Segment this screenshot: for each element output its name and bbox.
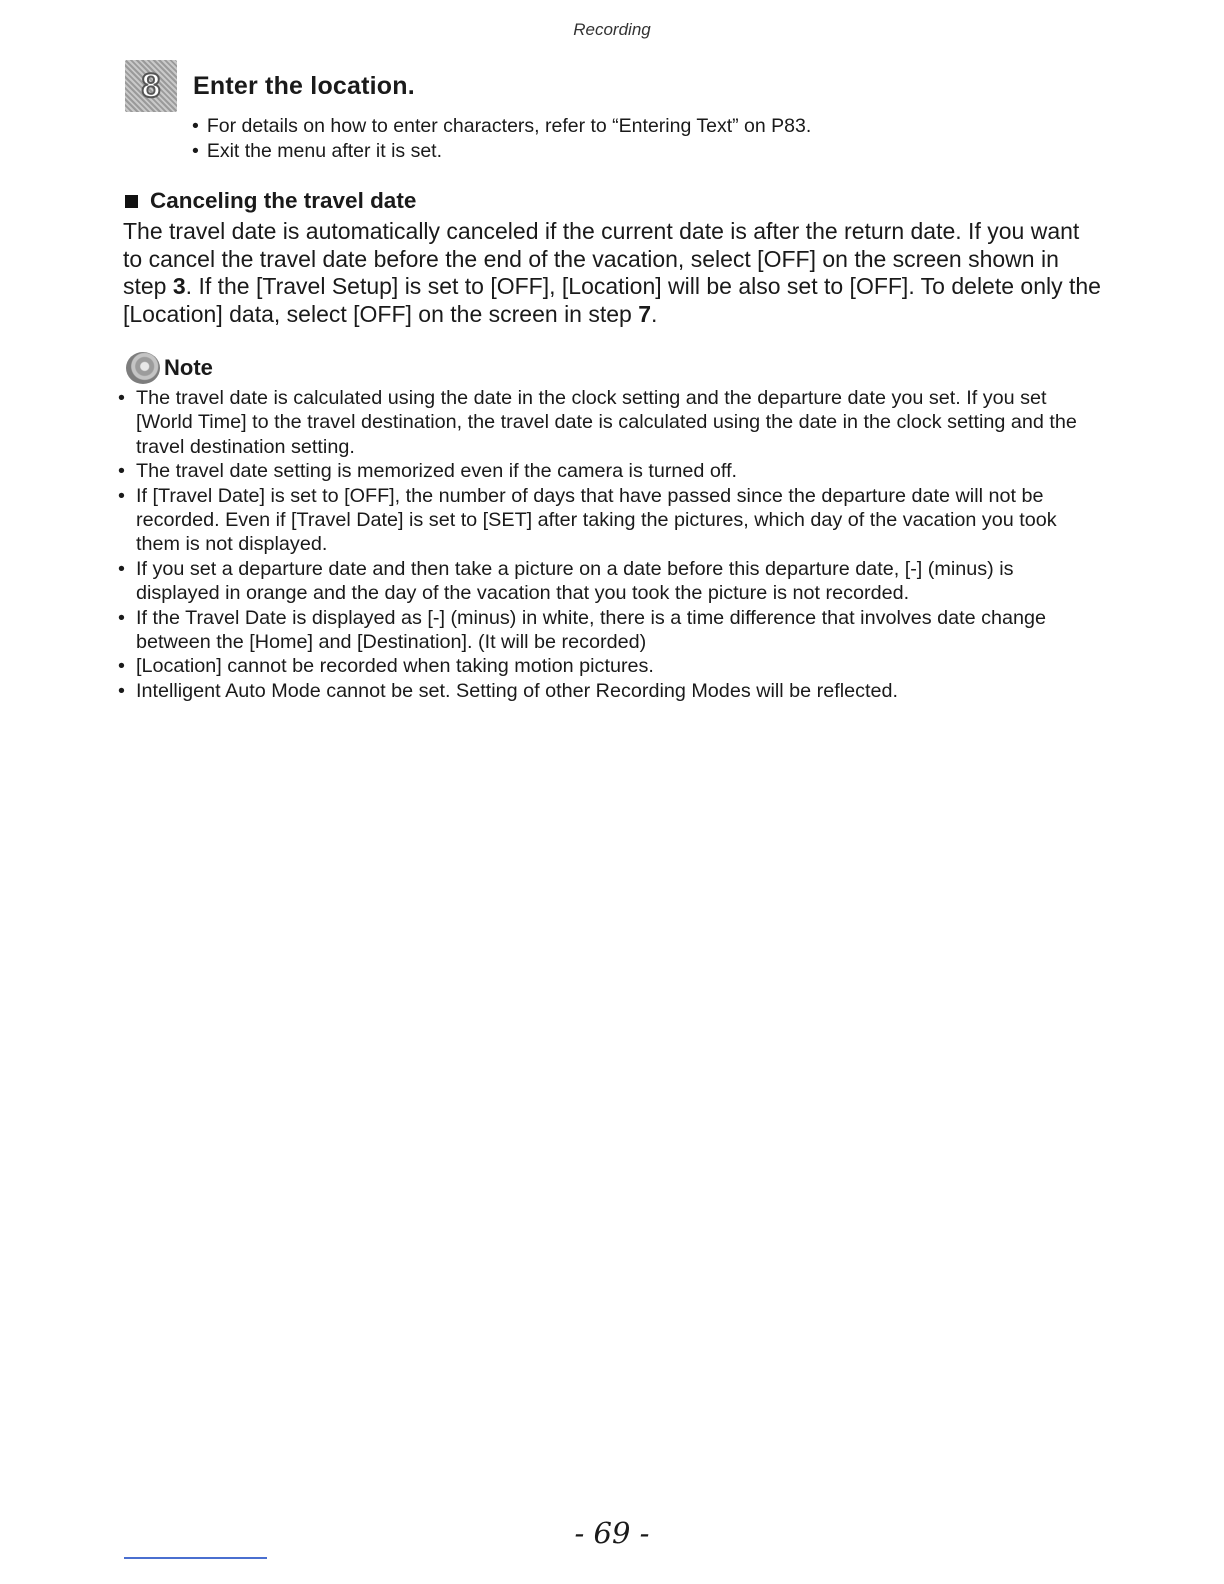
- step-bullets: [192, 114, 811, 164]
- note-item: • [Location] cannot be recorded when taking motion pictures.: [117, 654, 1097, 678]
- note-heading: [126, 352, 213, 384]
- black-square-icon: [125, 195, 138, 208]
- note-item: • The travel date is calculated using the date in the clock setting and the departure date you set. If you set [World Time] to the travel destination, the travel date is calculated using the date in the clock setting and the travel destination setting.: [117, 386, 1097, 459]
- note-item: • Intelligent Auto Mode cannot be set. Setting of other Recording Modes will be reflected.: [117, 679, 1097, 703]
- step-reference: 7: [638, 300, 652, 327]
- note-icon: [126, 352, 160, 384]
- note-title: Note: [164, 355, 213, 380]
- note-item: • If the Travel Date is displayed as [-] (minus) in white, there is a time difference that involves date change between the [Home] and [Destination]. (It will be recorded): [117, 606, 1097, 655]
- section-heading-text: Canceling the travel date: [150, 188, 417, 213]
- note-item: • If you set a departure date and then take a picture on a date before this departure date, [-] (minus) is displayed in orange and the day of the vacation that you took the picture is not recorded.: [117, 557, 1097, 606]
- step-reference: 3: [172, 273, 186, 299]
- paragraph-text: . If the [Travel Setup] is set to [OFF], [Location] will be also set to [OFF]. To delete only the [Location] data, select [OFF] on the screen in step: [123, 273, 1101, 327]
- footer-divider: [124, 1557, 267, 1559]
- cancel-paragraph: [123, 218, 1103, 328]
- note-list: [117, 386, 1097, 703]
- paragraph-text: The travel date is automatically canceled if the current date is after the return date. If you want to cancel the travel date before the end of the vacation, select [OFF] on the screen shown in step: [123, 218, 1080, 299]
- step-number: 8: [141, 66, 161, 105]
- note-item: • The travel date setting is memorized even if the camera is turned off.: [117, 459, 1097, 483]
- page-number: - 69 -: [574, 1516, 650, 1550]
- step-bullet: • Exit the menu after it is set.: [192, 139, 811, 164]
- paragraph-text: .: [651, 300, 658, 327]
- note-item: • If [Travel Date] is set to [OFF], the number of days that have passed since the departure date will not be recorded. Even if [Travel Date] is set to [SET] after taking the pictures, which day of the vacation you took them is not displayed.: [117, 484, 1097, 557]
- step-number-icon: [125, 60, 177, 112]
- section-heading: [125, 188, 416, 214]
- step-8: [125, 60, 415, 112]
- page-header-section: Recording: [573, 20, 651, 39]
- step-bullet: • For details on how to enter characters, refer to “Entering Text” on P83.: [192, 114, 811, 139]
- step-title: Enter the location.: [193, 71, 415, 100]
